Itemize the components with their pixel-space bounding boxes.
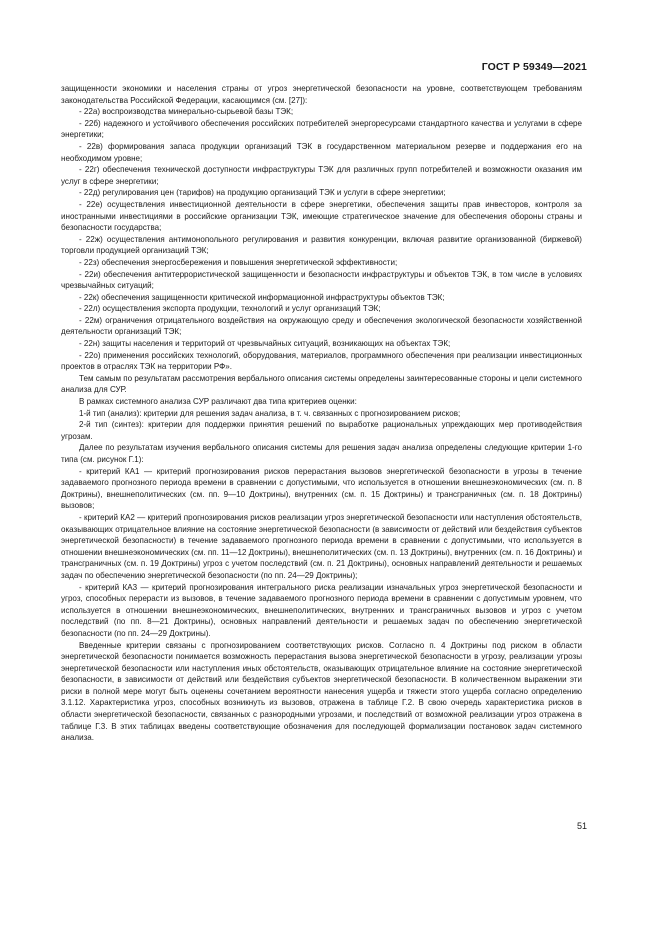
body-paragraph: - 22и) обеспечения антитеррористической защищенности и безопасности инфраструктуры и объектов ТЭК, в том числе в условиях чрезвычайных ситуаций; <box>61 269 582 291</box>
body-paragraph: - 22ж) осуществления антимонопольного регулирования и развития конкуренции, включая развитие организованной (биржевой) торговли продукцией организаций ТЭК; <box>61 234 582 256</box>
body-paragraph: - 22з) обеспечения энергосбережения и повышения энергетической эффективности; <box>79 257 398 267</box>
body-paragraph: Введенные критерии связаны с прогнозированием соответствующих рисков. Согласно п. 4 Доктрины под риском в области энергетической безопасности понимается возможность перерастания вызова энергетической безопасности в угрозу, реализации угрозы энергетической безопасности или наступления иных обстоятельств, оказывающих отрицательное влияние на состояние энергетической безопасности, в зависимости от действий или бездействия субъектов энергетической безопасности. В количественном выражении эти риски в полной мере могут быть оценены сочетанием вероятности нанесения ущерба и тяжести этого ущерба согласно определению 3.1.12. Характеристика угроз, способных возникнуть из вызовов, отражена в таблице Г.2. В свою очередь характеристика рисков в области энергетической безопасности, связанных с разнородными угрозами, и последствий от возможной реализации угроз отражена в таблице Г.3. В этих таблицах введены соответствующие обозначения для последующей формализации постановок задач системного анализа. <box>61 640 582 743</box>
body-paragraph: - 22в) формирования запаса продукции организаций ТЭК в государственном материальном резерве и поддержания его на необходимом уровне; <box>61 141 582 163</box>
body-paragraph: - 22а) воспроизводства минерально-сырьевой базы ТЭК; <box>79 107 294 117</box>
body-paragraph: Тем самым по результатам рассмотрения вербального описания системы определены заинтересованные стороны и цели системного анализа для СУР. <box>61 373 582 395</box>
body-paragraph: - критерий КА2 — критерий прогнозирования рисков реализации угроз энергетической безопасности или наступления обстоятельств, оказывающих отрицательное влияние на состояние энергетической безопасности (в зависимости от действий или бездействия субъектов энергетической безопасности) в течение задаваемого прогнозного периода времени в сравнении с допустимыми, что используется в отношении внешнеэкономических (см. пп. 11—12 Доктрины), внешнеполитических (см. п. 13 Доктрины), внутренних (см. п. 16 Доктрины) и трансграничных (см. п. 19 Доктрины) угроз с учетом последствий (см. п. 21 Доктрины), основных направлений деятельности и решаемых задач по обеспечению энергетической безопасности (по пп. 24—29 Доктрины); <box>61 512 582 580</box>
body-paragraph: - критерий КА1 — критерий прогнозирования рисков перерастания вызовов энергетической безопасности в угрозы в течение задаваемого прогнозного периода времени в сравнении с допустимыми, что используется в отношении внешнеэкономических (см. п. 8 Доктрины), внешнеполитических (см. пп. 9—10 Доктрины), внутренних (см. п. 15 Доктрины) и трансграничных (см. п. 18 Доктрины) вызовов; <box>61 466 582 511</box>
body-paragraph: - 22м) ограничения отрицательного воздействия на окружающую среду и обеспечения экологической безопасности хозяйственной деятельности организаций ТЭК; <box>61 315 582 337</box>
body-paragraph: 1-й тип (анализ): критерии для решения задач анализа, в т. ч. связанных с прогнозированием рисков; <box>79 408 461 418</box>
body-paragraph: - 22о) применения российских технологий, оборудования, материалов, программного обеспечения при реализации инвестиционных проектов в отраслях ТЭК на территории РФ». <box>61 350 582 372</box>
body-paragraph: защищенности экономики и населения страны от угроз энергетической безопасности на уровне, соответствующем требованиям законодательства Российской Федерации, касающимся (см. [27]): <box>61 84 582 105</box>
page-number: 51 <box>576 821 587 831</box>
body-paragraph: 2-й тип (синтез): критерии для поддержки принятия решений по выработке рациональных упреждающих мер противодействия угрозам. <box>61 420 582 441</box>
body-paragraph: В рамках системного анализа СУР различают два типа критериев оценки: <box>79 397 357 407</box>
body-paragraph: - 22н) защиты населения и территорий от чрезвычайных ситуаций, возникающих на объектах ТЭК; <box>79 339 451 349</box>
document-standard-id: ГОСТ Р 59349—2021 <box>481 61 587 73</box>
body-paragraph: - 22г) обеспечения технической доступности инфраструктуры ТЭК для различных групп потребителей и возможности оказания им услуг в сфере энергетики; <box>61 165 582 186</box>
body-paragraph: - критерий КА3 — критерий прогнозирования интегрального риска реализации изначальных угроз энергетической безопасности и угроз, способных перерасти из вызовов, в течение задаваемого прогнозного периода времени в сравнении с допустимым уровнем, что используется в отношении внешнеэкономических, внешнеполитических, внутренних и трансграничных вызовов и угроз с учетом последствий (по пп. 8—21 Доктрины), основных направлений деятельности и решаемых задач по обеспечению энергетической безопасности (по пп. 24—29 Доктрины). <box>61 582 582 638</box>
body-paragraph: - 22л) осуществления экспорта продукции, технологий и услуг организаций ТЭК; <box>79 304 381 314</box>
body-paragraph: Далее по результатам изучения вербального описания системы для решения задач анализа определены следующие критерии 1-го типа (см. рисунок Г.1): <box>61 443 582 464</box>
body-paragraph: - 22е) осуществления инвестиционной деятельности в сфере энергетики, обеспечения защиты прав инвесторов, контроля за иностранными инвестициями в российские организации ТЭК, имеющие стратегическое значение для обеспечения обороны страны и безопасности государства; <box>61 199 582 233</box>
body-paragraph: - 22к) обеспечения защищенности критической информационной инфраструктуры объектов ТЭК; <box>79 292 445 302</box>
body-paragraph: - 22б) надежного и устойчивого обеспечения российских потребителей энергоресурсами стандартного качества и услугами в сфере энергетики; <box>61 118 582 140</box>
body-paragraph: - 22д) регулирования цен (тарифов) на продукцию организаций ТЭК и услуги в сфере энергетики; <box>79 188 446 198</box>
document-body <box>61 83 582 744</box>
